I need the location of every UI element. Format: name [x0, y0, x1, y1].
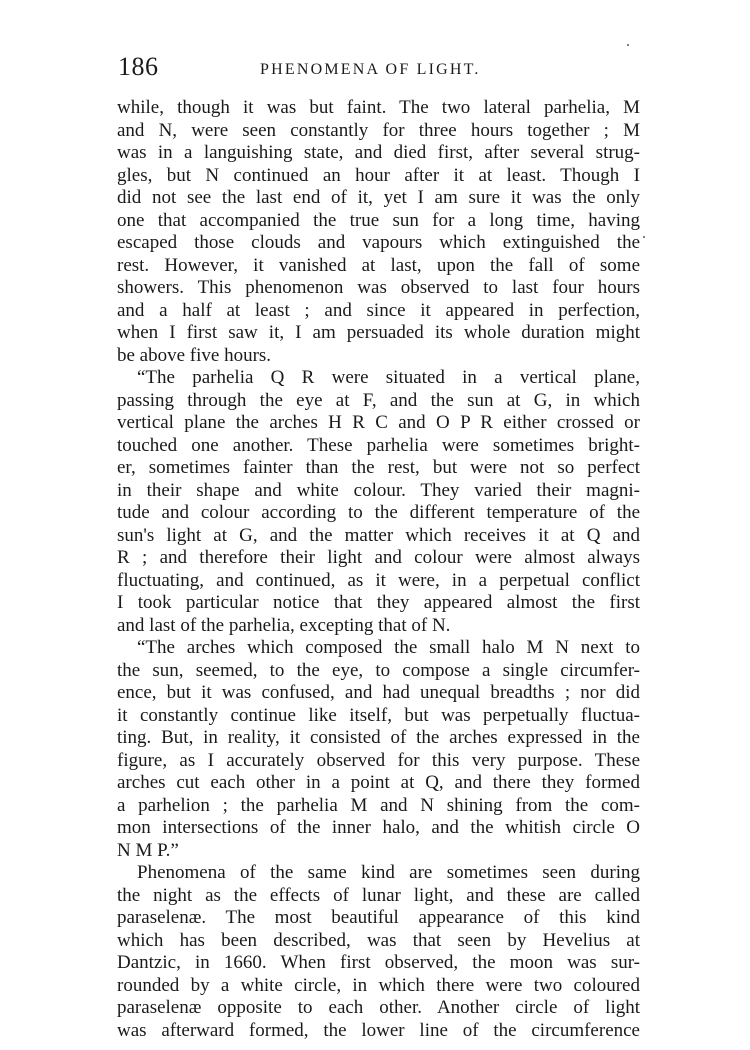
text-line: and N, were seen constantly for three hours together ; M: [117, 119, 640, 141]
text-line: I took particular notice that they appeared almost the first: [117, 592, 640, 613]
text-line: fluctuating, and continued, as it were, in a perpetual conflict: [117, 569, 640, 591]
text-line: and a half at least ; and since it appeared in perfection,: [117, 299, 640, 321]
text-line: showers. This phenomenon was observed to last four hours: [117, 277, 640, 298]
text-line: figure, as I accurately observed for this very purpose. These: [117, 749, 640, 771]
text-line: in their shape and white colour. They varied their magni-: [117, 479, 640, 501]
text-line: tude and colour according to the different temperature of the: [117, 502, 640, 523]
text-line: “The arches which composed the small halo M N next to: [137, 637, 640, 658]
text-line: a parhelion ; the parhelia M and N shining from the com-: [117, 794, 640, 816]
text-line: er, sometimes fainter than the rest, but were not so perfect: [117, 457, 640, 478]
text-line: was afterward formed, the lower line of the circumference: [117, 1019, 640, 1041]
text-line: ting. But, in reality, it consisted of the arches expressed in the: [117, 727, 640, 748]
text-line: when I first saw it, I am persuaded its whole duration might: [117, 322, 640, 343]
text-line: be above five hours.: [117, 344, 272, 366]
page-number: 186: [118, 52, 159, 81]
text-line: rounded by a white circle, in which there were two coloured: [117, 974, 640, 996]
text-line: was in a languishing state, and died first, after several strug-: [117, 142, 640, 163]
text-line: while, though it was but faint. The two lateral parhelia, M: [117, 97, 640, 118]
print-speck: [627, 44, 629, 46]
text-line: touched one another. These parhelia were sometimes bright-: [117, 434, 640, 456]
text-line: sun's light at G, and the matter which receives it at Q and: [117, 524, 640, 546]
text-line: R ; and therefore their light and colour were almost always: [117, 547, 640, 568]
text-line: Phenomena of the same kind are sometimes seen during: [137, 862, 640, 883]
text-line: “The parhelia Q R were situated in a vertical plane,: [137, 367, 640, 388]
text-line: and last of the parhelia, excepting that of N.: [117, 614, 451, 636]
text-line: the sun, seemed, to the eye, to compose a single circumfer-: [117, 659, 640, 681]
print-speck: [643, 236, 645, 238]
text-line: rest. However, it vanished at last, upon the fall of some: [117, 254, 640, 276]
body-text: [117, 97, 640, 1042]
text-line: the night as the effects of lunar light, and these are called: [117, 884, 640, 906]
text-line: paraselenæ. The most beautiful appearance of this kind: [117, 907, 640, 928]
text-line: N M P.”: [117, 839, 179, 861]
text-line: it constantly continue like itself, but was perpetually fluctua-: [117, 704, 640, 726]
page-header: [118, 52, 636, 86]
text-line: ence, but it was confused, and had unequal breadths ; nor did: [117, 682, 640, 703]
text-line: paraselenæ opposite to each other. Another circle of light: [117, 997, 640, 1018]
text-line: arches cut each other in a point at Q, and there they formed: [117, 772, 640, 793]
text-line: one that accompanied the true sun for a long time, having: [117, 209, 640, 231]
text-line: which has been described, was that seen by Hevelius at: [117, 929, 640, 951]
text-line: did not see the last end of it, yet I am sure it was the only: [117, 187, 640, 208]
text-line: Dantzic, in 1660. When first observed, the moon was sur-: [117, 952, 640, 973]
text-line: passing through the eye at F, and the sun at G, in which: [117, 389, 640, 411]
text-line: mon intersections of the inner halo, and the whitish circle O: [117, 817, 640, 838]
running-title: PHENOMENA OF LIGHT.: [260, 61, 481, 78]
text-line: vertical plane the arches H R C and O P R either crossed or: [117, 412, 640, 433]
text-line: escaped those clouds and vapours which extinguished the: [117, 232, 640, 253]
text-line: gles, but N continued an hour after it at least. Though I: [117, 164, 640, 186]
